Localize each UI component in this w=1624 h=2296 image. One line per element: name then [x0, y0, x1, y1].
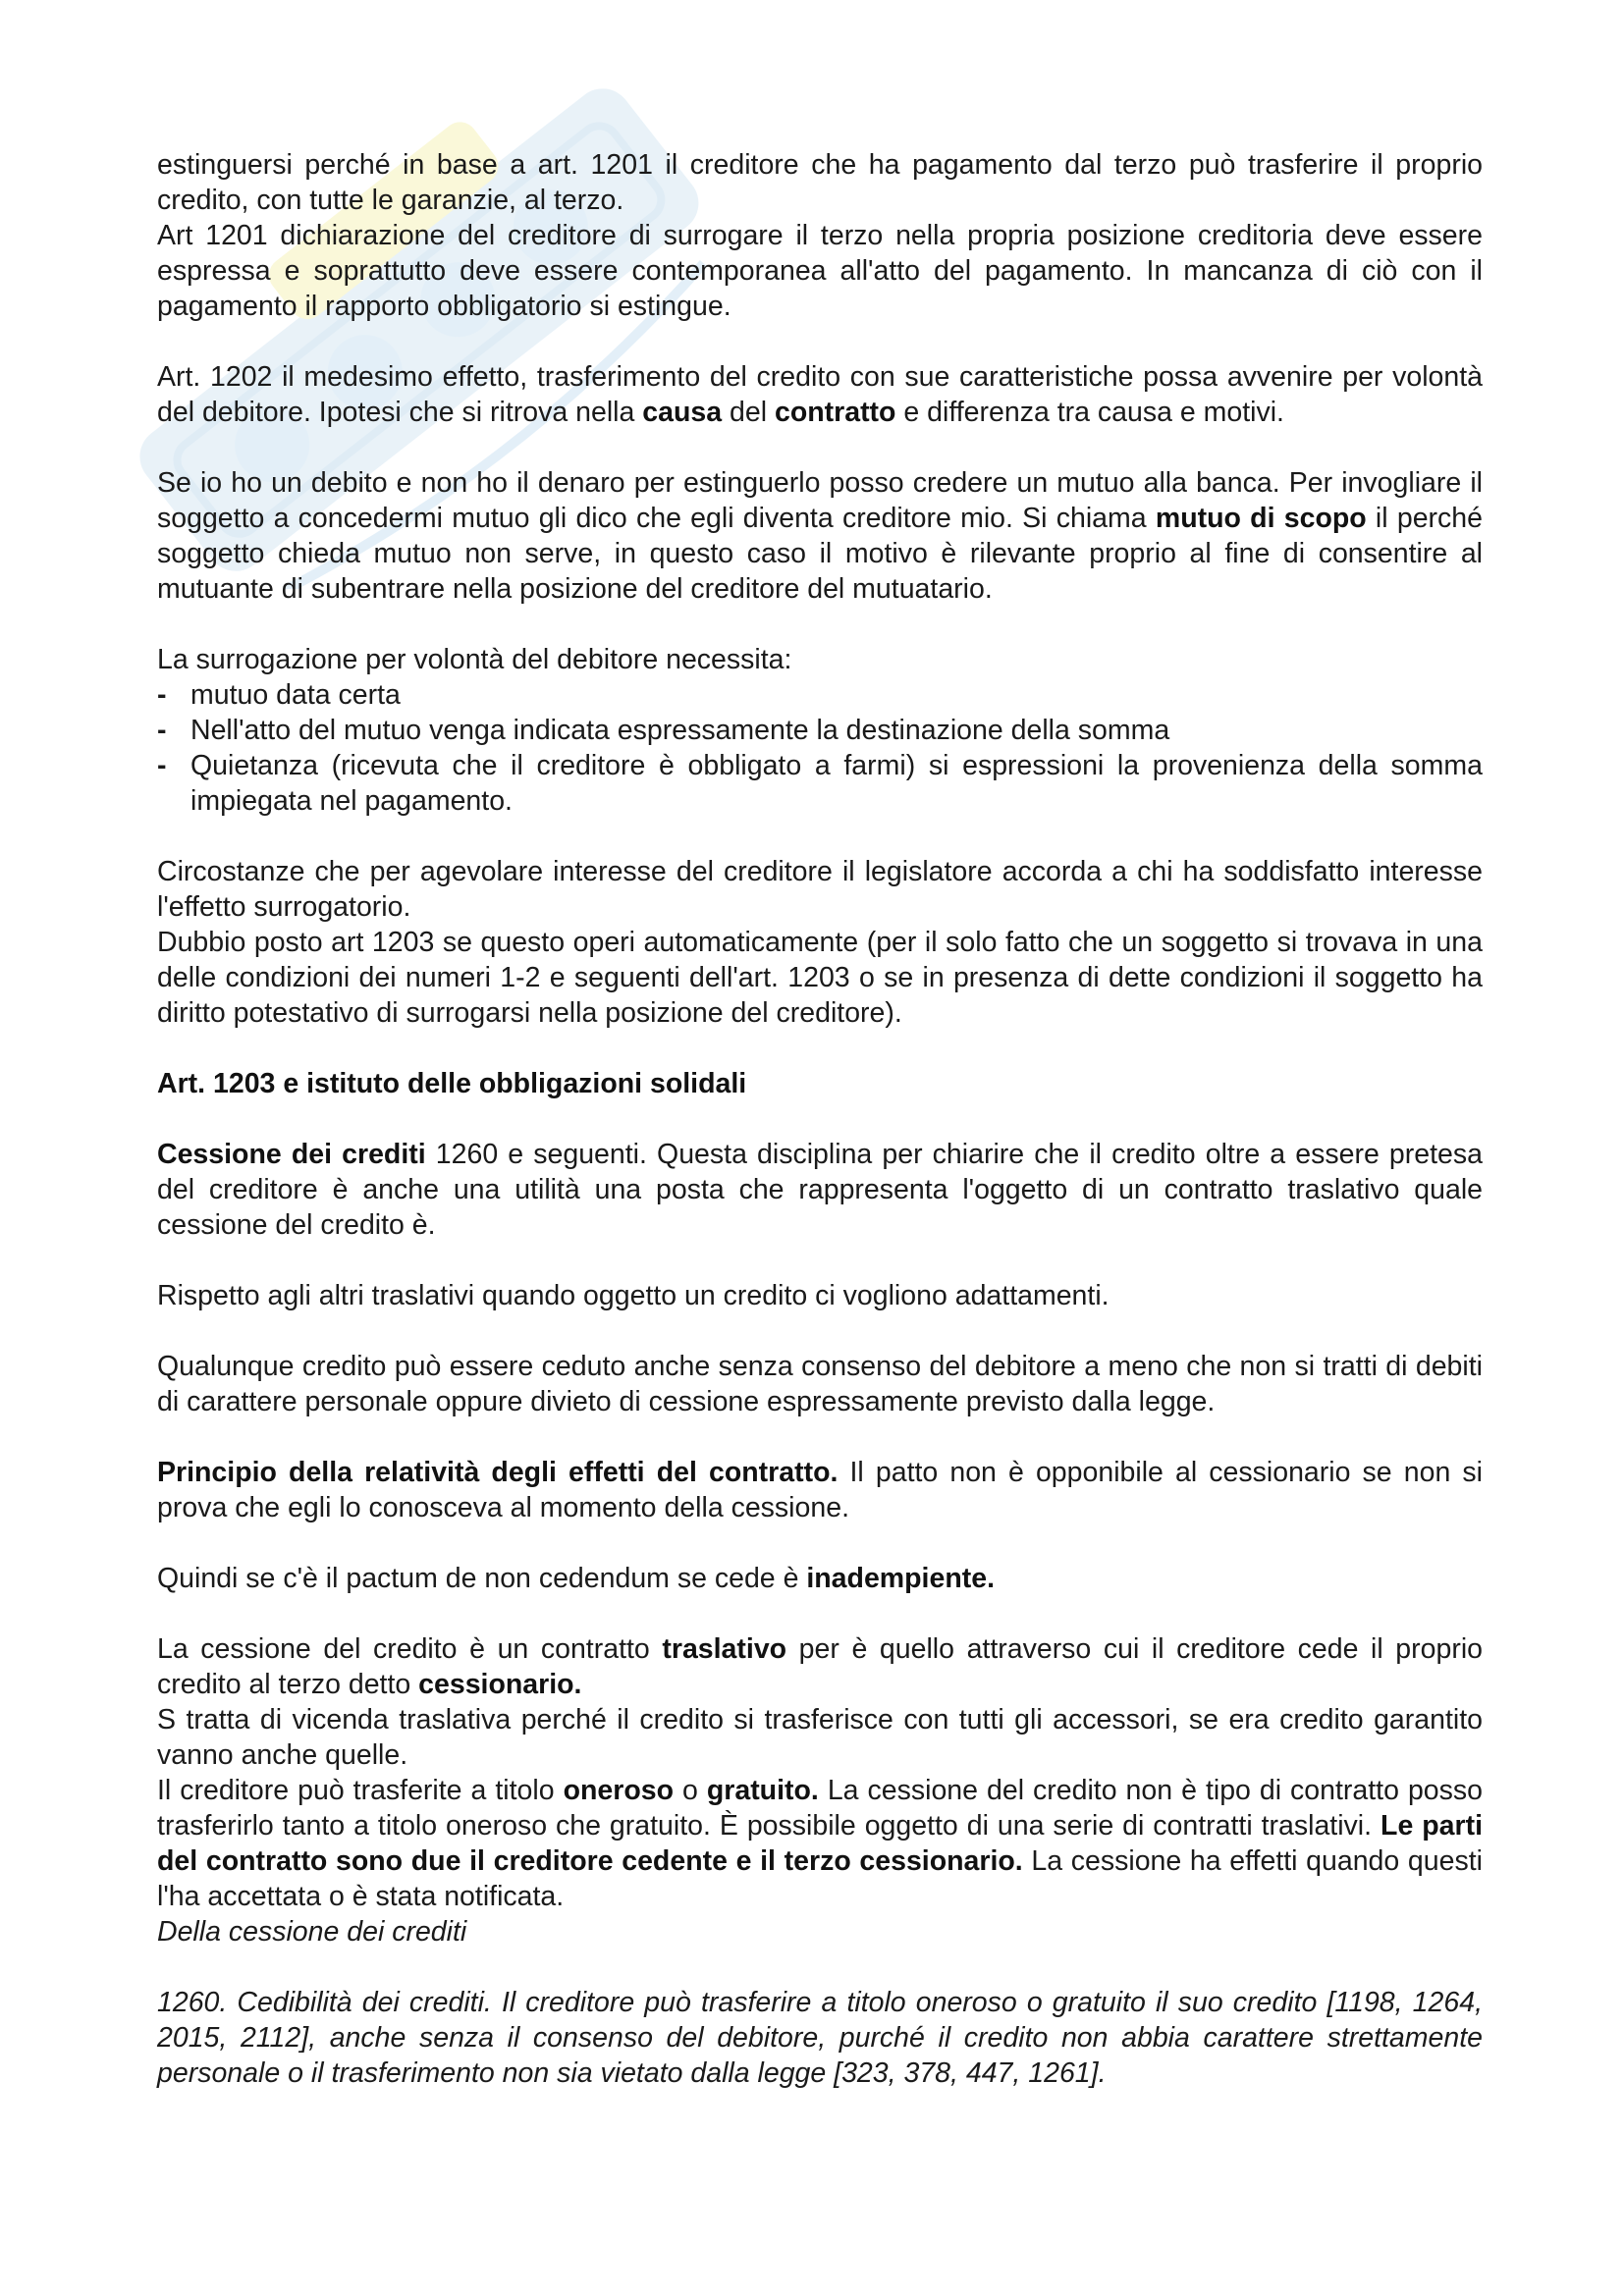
- text-run: La cessione ha effetti quando questi l'ha accettata o è stata notificata.: [157, 1845, 1483, 1912]
- italic-heading: Della cessione dei crediti: [157, 1916, 467, 1948]
- paragraph: La surrogazione per volontà del debitore necessita:: [157, 644, 792, 675]
- paragraph: Circostanze che per agevolare interesse del creditore il legislatore accorda a chi ha soddisfatto interesse l'effetto surrogatorio.: [157, 856, 1483, 923]
- bold-term: causa: [642, 397, 723, 428]
- text-run: 1260 e seguenti. Questa disciplina per chiarire che il credito oltre a essere pretesa del creditore è anche una utilità una posta che rappresenta l'oggetto di un contratto traslativo quale cessione del credito è.: [157, 1139, 1483, 1241]
- text-run: o: [674, 1775, 707, 1806]
- list-item: [157, 748, 1483, 819]
- paragraph: estinguersi perché in base a art. 1201 il creditore che ha pagamento dal terzo può trasferire il proprio credito, con tutte le garanzie, al terzo.: [157, 149, 1483, 216]
- bold-term: contratto: [774, 397, 896, 428]
- text-run: e differenza tra causa e motivi.: [895, 397, 1284, 428]
- list-marker: -: [157, 750, 167, 781]
- text-run: La cessione del credito è un contratto: [157, 1633, 663, 1665]
- bold-term: oneroso: [563, 1775, 674, 1806]
- paragraph: [157, 1137, 1483, 1243]
- paragraph: Art 1201 dichiarazione del creditore di surrogare il terzo nella propria posizione creditoria deve essere espressa e soprattutto deve essere contemporanea all'atto del pagamento. In mancanza di ciò con il pagamento il rapporto obbligatorio si estingue.: [157, 220, 1483, 322]
- list-marker: -: [157, 715, 167, 746]
- text-run: il perché soggetto chieda mutuo non serve, in questo caso il motivo è rilevante proprio al fine di consentire al mutuante di subentrare nella posizione del creditore del mutuatario.: [157, 503, 1483, 605]
- text-run: Quindi se c'è il pactum de non cedendum se cede è: [157, 1563, 807, 1594]
- paragraph: S tratta di vicenda traslativa perché il credito si trasferisce con tutti gli accessori, se era credito garantito vanno anche quelle.: [157, 1704, 1483, 1771]
- bold-term: cessionario.: [418, 1669, 582, 1700]
- paragraph: [157, 1455, 1483, 1525]
- bold-term: Le parti del contratto sono due il creditore cedente e il terzo cessionario.: [157, 1810, 1484, 1877]
- list-item: [157, 713, 1483, 748]
- section-heading: Art. 1203 e istituto delle obbligazioni solidali: [157, 1068, 747, 1099]
- bold-term: inadempiente.: [806, 1563, 995, 1594]
- text-run: Art. 1202 il medesimo effetto, trasferimento del credito con sue caratteristiche possa avvenire per volontà del debitore. Ipotesi che si ritrova nella: [157, 361, 1483, 428]
- paragraph: Rispetto agli altri traslativi quando oggetto un credito ci vogliono adattamenti.: [157, 1280, 1110, 1311]
- paragraph: [157, 1773, 1483, 1914]
- text-run: del: [722, 397, 775, 428]
- text-run: Se io ho un debito e non ho il denaro per estinguerlo posso credere un mutuo alla banca. Per invogliare il soggetto a concedermi mutuo gli dico che egli diventa creditore mio. Si chiama: [157, 467, 1483, 534]
- text-run: Il patto non è opponibile al cessionario se non si prova che egli lo conosceva al momento della cessione.: [157, 1457, 1483, 1523]
- bold-term: Cessione dei crediti: [157, 1139, 426, 1170]
- paragraph: [157, 359, 1483, 430]
- list-item-text: Quietanza (ricevuta che il creditore è obbligato a farmi) si espressioni la provenienza della somma impiegata nel pagamento.: [190, 750, 1483, 817]
- text-run: Il creditore può trasferite a titolo: [157, 1775, 564, 1806]
- list-item: [157, 677, 1483, 713]
- paragraph: Qualunque credito può essere ceduto anche senza consenso del debitore a meno che non si tratti di debiti di carattere personale oppure divieto di cessione espressamente previsto dalla legge.: [157, 1351, 1483, 1417]
- italic-article-text: 1260. Cedibilità dei crediti. Il creditore può trasferire a titolo oneroso o gratuito il suo credito [1198, 1264, 2015, 2112], anche senza il consenso del debitore, purché il credito non abbia carattere strettamente personale o il trasferimento non sia vietato dalla legge [323, 378, 447, 1261].: [157, 1987, 1483, 2089]
- bold-term: gratuito.: [706, 1775, 819, 1806]
- list-marker: -: [157, 679, 167, 711]
- bold-term: mutuo di scopo: [1155, 503, 1367, 534]
- paragraph: [157, 1561, 1483, 1596]
- text-run: La cessione del credito non è tipo di contratto posso trasferirlo tanto a titolo oneroso che gratuito. È possibile oggetto di una serie di contratti traslativi.: [157, 1775, 1483, 1842]
- requirements-list: [157, 677, 1483, 819]
- text-run: per è quello attraverso cui il creditore cede il proprio credito al terzo detto: [157, 1633, 1483, 1700]
- list-item-text: Nell'atto del mutuo venga indicata espressamente la destinazione della somma: [190, 715, 1170, 746]
- document-body: [157, 147, 1483, 2091]
- list-item-text: mutuo data certa: [190, 679, 401, 711]
- paragraph: [157, 465, 1483, 607]
- bold-term: traslativo: [662, 1633, 787, 1665]
- paragraph: Dubbio posto art 1203 se questo operi automaticamente (per il solo fatto che un soggetto si trovava in una delle condizioni dei numeri 1-2 e seguenti dell'art. 1203 o se in presenza di dette condizioni il soggetto ha diritto potestativo di surrogarsi nella posizione del creditore).: [157, 927, 1483, 1029]
- bold-term: Principio della relatività degli effetti del contratto.: [157, 1457, 839, 1488]
- paragraph: [157, 1631, 1483, 1702]
